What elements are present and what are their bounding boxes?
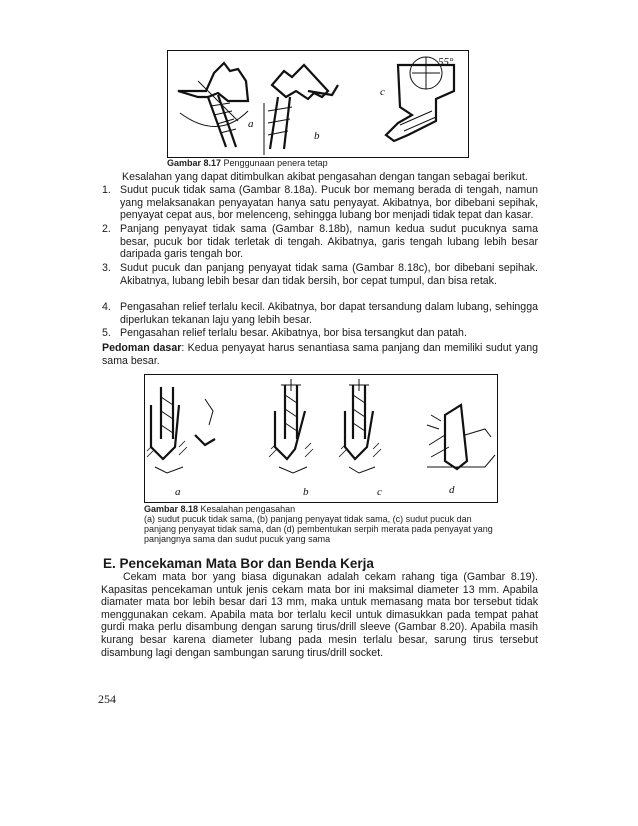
- figure-8-18-caption-label: Gambar 8.18: [144, 504, 199, 514]
- figure-c-drawing: [339, 379, 381, 473]
- figure-b-label: b: [303, 486, 309, 498]
- figure-8-17-caption-text: Penggunaan penera tetap: [223, 158, 328, 168]
- figure-8-18-caption: [144, 504, 500, 544]
- list-item-2: [102, 223, 538, 261]
- gauge-illustration: [168, 51, 468, 157]
- intro-text: Kesalahan yang dapat ditimbulkan akibat pengasahan dengan tangan sebagai berikut.: [122, 171, 528, 183]
- figure-c-drawing: [386, 56, 454, 141]
- figure-a-label: a: [175, 486, 181, 498]
- figure-8-18-caption-body: (a) sudut pucuk tidak sama, (b) panjang penyayat tidak sama, (c) sudut pucuk dan panjang penyayat tidak sama, dan (d) pembentukan serpih merata pada penyayat yang panjangnya sama dan sudut pucuk yang sama: [144, 514, 493, 544]
- figure-8-17-caption: [167, 158, 467, 168]
- list-item-text: Panjang penyayat tidak sama (Gambar 8.18b), namun kedua sudut pucuknya sama besar, pucuk bor tidak terletak di tengah. Akibatnya, garis tengah lubang lebih besar daripada garis tengah bor.: [120, 223, 538, 261]
- list-item-text: Pengasahan relief terlalu kecil. Akibatnya, bor dapat tersandung dalam lubang, sehingga diperlukan tekanan laju yang lebih besar.: [120, 301, 538, 326]
- figure-b-drawing: [264, 65, 338, 155]
- figure-c-label: c: [380, 86, 385, 98]
- figure-8-18: [144, 374, 498, 503]
- figure-8-17-caption-label: Gambar 8.17: [167, 158, 222, 168]
- list-item-number: 1.: [102, 184, 111, 196]
- drill-errors-illustration: [145, 375, 497, 502]
- figure-a-label: a: [248, 118, 254, 130]
- list-item-number: 2.: [102, 223, 111, 235]
- svg-text:55°: 55°: [438, 56, 454, 68]
- list-item-4: [102, 301, 538, 326]
- list-item-number: 4.: [102, 301, 111, 313]
- figure-8-17: [167, 50, 469, 158]
- list-item-text: Pengasahan relief terlalu besar. Akibatnya, bor bisa tersangkut dan patah.: [120, 327, 467, 339]
- list-item-text: Sudut pucuk tidak sama (Gambar 8.18a). Pucuk bor memang berada di tengah, namun yang melaksanakan penyayatan hanya satu penyayat. Akibatnya, bor dibebani sepihak, penyayat cepat aus, bor melenceng, sehingga lubang bor menjadi tidak tepat dan kasar.: [120, 184, 538, 222]
- figure-a-drawing: [147, 387, 215, 473]
- figure-d-label: d: [449, 484, 455, 496]
- page-number: 254: [98, 692, 116, 706]
- figure-b-drawing: [269, 379, 313, 473]
- list-item-text: Sudut pucuk dan panjang penyayat tidak sama (Gambar 8.18c), bor dibebani sepihak. Akibatnya, lubang lebih besar dan tidak bersih, bor cepat tumpul, dan bisa retak.: [120, 262, 538, 287]
- figure-a-drawing: [178, 63, 248, 147]
- list-item-number: 5.: [102, 327, 111, 339]
- list-item-3: [102, 262, 538, 287]
- list-item-1: [102, 184, 538, 222]
- list-item-number: 3.: [102, 262, 111, 274]
- list-item-5: [102, 327, 538, 340]
- section-body: Cekam mata bor yang biasa digunakan adalah cekam rahang tiga (Gambar 8.19). Kapasitas pencekaman untuk jenis cekam mata bor ini maksimal diameter 13 mm. Apabila diamater mata bor lebih besar dari 13 mm, maka untuk memasang mata bor tersebut tidak menggunakan cekam. Apabila mata bor terlalu kecil untuk dimasukkan pada tempat pahat gurdi maka perlu disambung dengan sarung tirus/drill sleeve (Gambar 8.20). Apabila masih kurang besar karena diameter lubang pada mesin terlalu besar, sarung tirus tersebut disambung lagi dengan sambungan sarung tirus/drill socket.: [101, 571, 538, 659]
- figure-b-label: b: [314, 130, 320, 142]
- guideline-text: : Kedua penyayat harus senantiasa sama panjang dan memiliki sudut yang sama besar.: [102, 342, 538, 367]
- figure-8-18-caption-title: Kesalahan pengasahan: [200, 504, 296, 514]
- section-heading: E. Pencekaman Mata Bor dan Benda Kerja: [103, 556, 374, 571]
- guideline-label: Pedoman dasar: [102, 342, 182, 354]
- figure-d-drawing: [427, 405, 495, 469]
- figure-c-label: c: [377, 486, 382, 498]
- guideline-paragraph: [102, 342, 538, 367]
